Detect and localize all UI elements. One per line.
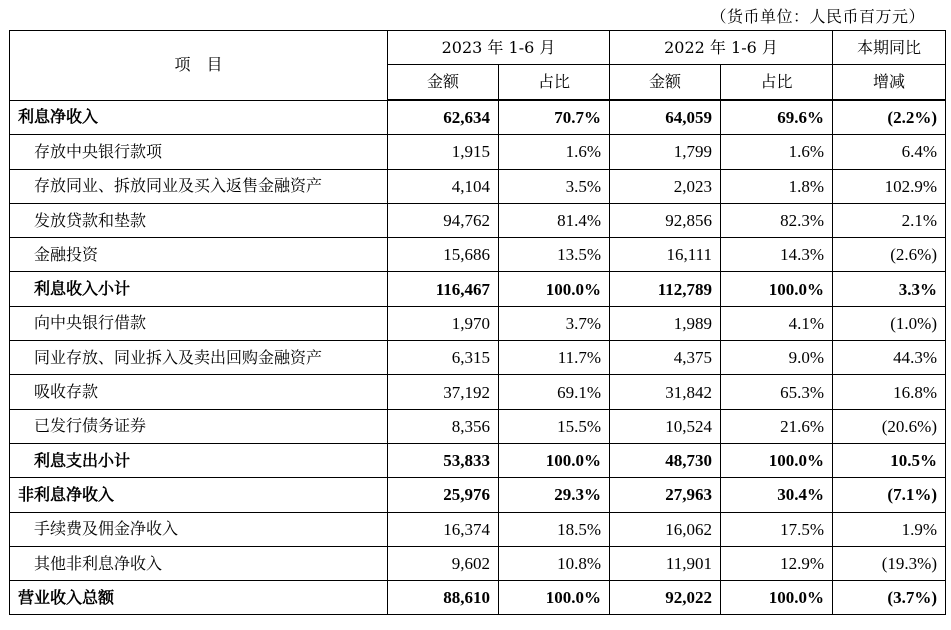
share-prior: 21.6% — [721, 409, 833, 443]
share-current: 10.8% — [499, 546, 610, 580]
share-prior: 14.3% — [721, 238, 833, 272]
yoy-change: (19.3%) — [833, 546, 946, 580]
row-label: 手续费及佣金净收入 — [10, 512, 388, 546]
yoy-change: (1.0%) — [833, 306, 946, 340]
share-current: 11.7% — [499, 341, 610, 375]
amount-current: 6,315 — [388, 341, 499, 375]
header-amount-current: 金额 — [388, 65, 499, 101]
amount-prior: 4,375 — [610, 341, 721, 375]
row-label: 利息支出小计 — [10, 443, 388, 477]
amount-prior: 92,856 — [610, 203, 721, 237]
share-current: 3.7% — [499, 306, 610, 340]
share-prior: 1.8% — [721, 169, 833, 203]
row-label: 已发行债务证券 — [10, 409, 388, 443]
table-row — [10, 169, 946, 203]
amount-current: 88,610 — [388, 581, 499, 615]
share-prior: 12.9% — [721, 546, 833, 580]
table-row — [10, 135, 946, 169]
share-current: 1.6% — [499, 135, 610, 169]
row-label: 吸收存款 — [10, 375, 388, 409]
share-current: 3.5% — [499, 169, 610, 203]
amount-prior: 92,022 — [610, 581, 721, 615]
share-prior: 9.0% — [721, 341, 833, 375]
amount-prior: 1,799 — [610, 135, 721, 169]
row-label: 存放同业、拆放同业及买入返售金融资产 — [10, 169, 388, 203]
table-row — [10, 409, 946, 443]
yoy-change: 44.3% — [833, 341, 946, 375]
table-row — [10, 306, 946, 340]
header-change-line2: 增减 — [833, 65, 946, 101]
yoy-change: 3.3% — [833, 272, 946, 306]
table-row — [10, 581, 946, 615]
header-change-line1: 本期同比 — [833, 31, 946, 65]
share-current: 29.3% — [499, 478, 610, 512]
table-row — [10, 478, 946, 512]
share-current: 100.0% — [499, 272, 610, 306]
currency-unit-note: （货币单位：人民币百万元） — [710, 7, 925, 26]
share-current: 81.4% — [499, 203, 610, 237]
table-row — [10, 443, 946, 477]
share-prior: 100.0% — [721, 443, 833, 477]
amount-prior: 10,524 — [610, 409, 721, 443]
header-period-current: 2023 年 1-6 月 — [388, 31, 610, 65]
yoy-change: (7.1%) — [833, 478, 946, 512]
row-label: 利息净收入 — [10, 100, 388, 135]
yoy-change: 1.9% — [833, 512, 946, 546]
amount-prior: 48,730 — [610, 443, 721, 477]
amount-prior: 31,842 — [610, 375, 721, 409]
amount-current: 8,356 — [388, 409, 499, 443]
header-amount-prior: 金额 — [610, 65, 721, 101]
share-prior: 1.6% — [721, 135, 833, 169]
table-row — [10, 341, 946, 375]
yoy-change: 6.4% — [833, 135, 946, 169]
yoy-change: (2.6%) — [833, 238, 946, 272]
share-prior: 69.6% — [721, 100, 833, 135]
amount-prior: 112,789 — [610, 272, 721, 306]
row-label: 利息收入小计 — [10, 272, 388, 306]
row-label: 同业存放、同业拆入及卖出回购金融资产 — [10, 341, 388, 375]
amount-current: 25,976 — [388, 478, 499, 512]
share-prior: 100.0% — [721, 581, 833, 615]
amount-current: 1,915 — [388, 135, 499, 169]
table-row — [10, 375, 946, 409]
amount-prior: 2,023 — [610, 169, 721, 203]
table-row — [10, 546, 946, 580]
table-row — [10, 272, 946, 306]
row-label: 存放中央银行款项 — [10, 135, 388, 169]
share-current: 15.5% — [499, 409, 610, 443]
header-period-prior: 2022 年 1-6 月 — [610, 31, 833, 65]
amount-prior: 27,963 — [610, 478, 721, 512]
share-prior: 17.5% — [721, 512, 833, 546]
share-current: 100.0% — [499, 443, 610, 477]
yoy-change: (2.2%) — [833, 100, 946, 135]
amount-current: 116,467 — [388, 272, 499, 306]
table-row — [10, 203, 946, 237]
amount-prior: 64,059 — [610, 100, 721, 135]
amount-prior: 11,901 — [610, 546, 721, 580]
header-item: 项 目 — [10, 31, 388, 101]
amount-current: 16,374 — [388, 512, 499, 546]
share-prior: 4.1% — [721, 306, 833, 340]
header-share-prior: 占比 — [721, 65, 833, 101]
table-row — [10, 512, 946, 546]
income-table — [9, 30, 946, 615]
row-label: 金融投资 — [10, 238, 388, 272]
amount-prior: 16,062 — [610, 512, 721, 546]
amount-current: 94,762 — [388, 203, 499, 237]
share-prior: 30.4% — [721, 478, 833, 512]
row-label: 非利息净收入 — [10, 478, 388, 512]
yoy-change: 10.5% — [833, 443, 946, 477]
amount-current: 37,192 — [388, 375, 499, 409]
amount-current: 62,634 — [388, 100, 499, 135]
yoy-change: 2.1% — [833, 203, 946, 237]
yoy-change: (20.6%) — [833, 409, 946, 443]
row-label: 营业收入总额 — [10, 581, 388, 615]
amount-current: 4,104 — [388, 169, 499, 203]
amount-current: 53,833 — [388, 443, 499, 477]
yoy-change: 16.8% — [833, 375, 946, 409]
table-row — [10, 100, 946, 135]
row-label: 发放贷款和垫款 — [10, 203, 388, 237]
share-prior: 100.0% — [721, 272, 833, 306]
row-label: 其他非利息净收入 — [10, 546, 388, 580]
yoy-change: 102.9% — [833, 169, 946, 203]
amount-prior: 16,111 — [610, 238, 721, 272]
amount-current: 1,970 — [388, 306, 499, 340]
yoy-change: (3.7%) — [833, 581, 946, 615]
share-prior: 82.3% — [721, 203, 833, 237]
share-current: 70.7% — [499, 100, 610, 135]
share-current: 69.1% — [499, 375, 610, 409]
row-label: 向中央银行借款 — [10, 306, 388, 340]
amount-current: 9,602 — [388, 546, 499, 580]
amount-prior: 1,989 — [610, 306, 721, 340]
amount-current: 15,686 — [388, 238, 499, 272]
header-share-current: 占比 — [499, 65, 610, 101]
table-row — [10, 238, 946, 272]
share-current: 18.5% — [499, 512, 610, 546]
share-current: 100.0% — [499, 581, 610, 615]
share-prior: 65.3% — [721, 375, 833, 409]
share-current: 13.5% — [499, 238, 610, 272]
